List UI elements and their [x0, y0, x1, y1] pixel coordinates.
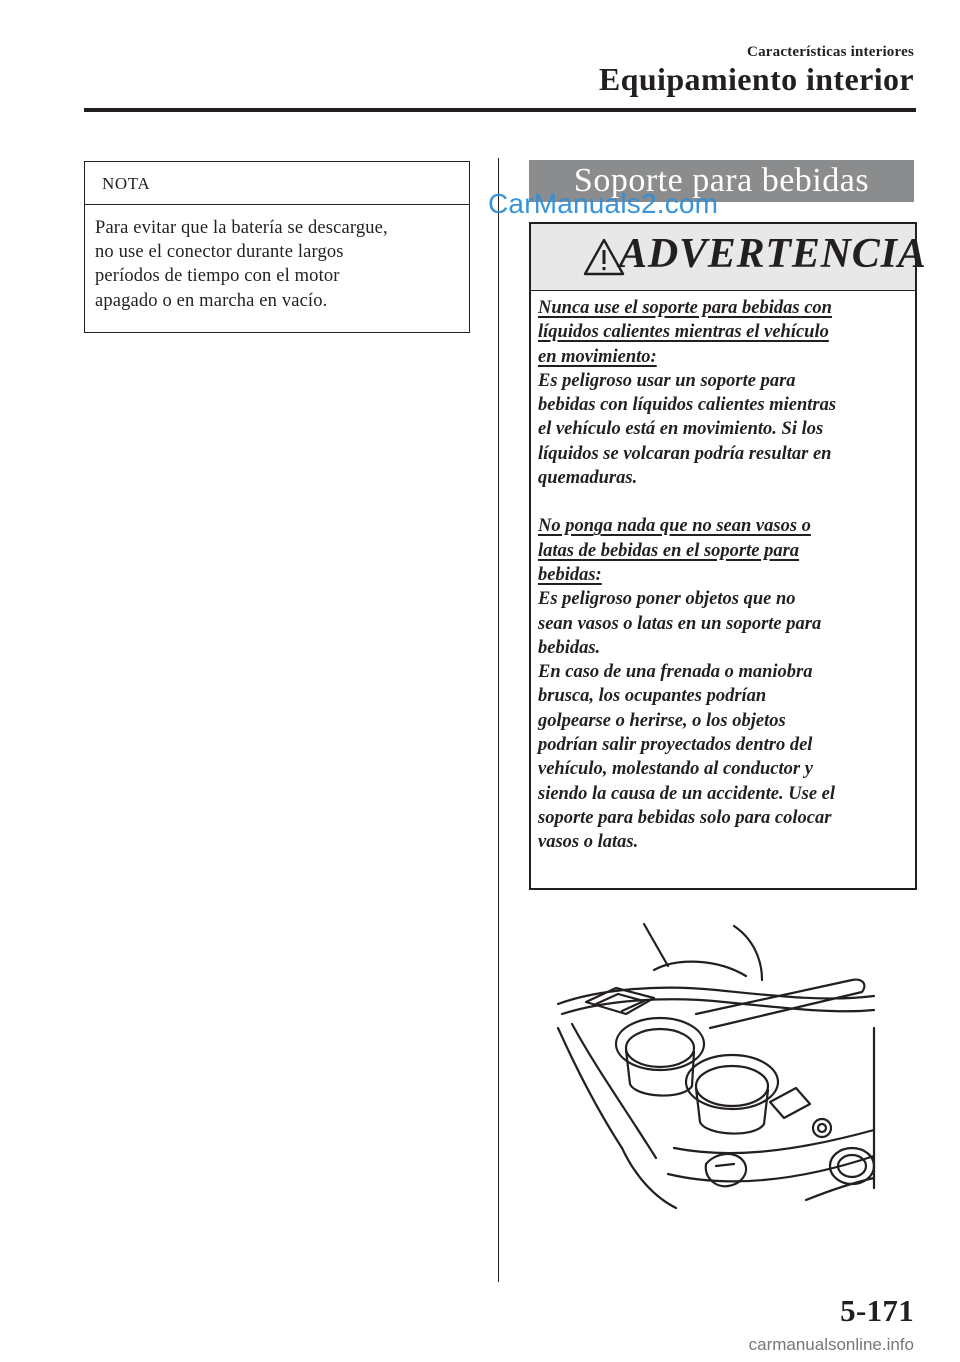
warning-line: Es peligroso poner objetos que no: [538, 589, 796, 610]
column-divider: [498, 158, 499, 1282]
warning-line: bebidas.: [538, 637, 601, 658]
warning-heading-line: No ponga nada que no sean vasos o: [538, 516, 811, 537]
page-number: 5-171: [840, 1293, 914, 1328]
warning-line: vehículo, molestando al conductor y: [538, 759, 813, 780]
note-text: [95, 216, 465, 313]
warning-heading-line: en movimiento:: [538, 346, 657, 367]
warning-text: [538, 296, 910, 855]
note-line: períodos de tiempo con el motor: [95, 266, 340, 287]
note-line: Para evitar que la batería se descargue,: [95, 218, 388, 238]
cup-holder-illustration: [556, 918, 880, 1210]
warning-heading-line: latas de bebidas en el soporte para: [538, 540, 800, 561]
note-line: apagado o en marcha en vacío.: [95, 290, 328, 311]
warning-line: podrían salir proyectados dentro del: [538, 735, 813, 756]
warning-line: el vehículo está en movimiento. Si los: [538, 419, 824, 440]
note-line: no use el conector durante largos: [95, 242, 344, 263]
footer-site[interactable]: carmanualsonline.info: [748, 1335, 914, 1354]
warning-line: líquidos se volcaran podría resultar en: [538, 443, 832, 464]
header-rule: [84, 108, 916, 112]
warning-line: En caso de una frenada o maniobra: [538, 662, 813, 683]
watermark-link[interactable]: CarManuals2.com: [488, 188, 719, 219]
warning-line: siendo la causa de un accidente. Use el: [538, 783, 836, 804]
note-box: [84, 161, 470, 333]
note-header: [85, 162, 469, 205]
warning-heading-line: bebidas:: [538, 564, 602, 585]
warning-line: Es peligroso usar un soporte para: [538, 370, 796, 391]
chapter-subtitle: Características interiores: [747, 44, 914, 60]
warning-line: vasos o latas.: [538, 832, 639, 853]
chapter-title: Equipamiento interior: [598, 61, 914, 97]
warning-box: [529, 222, 927, 890]
warning-line: quemaduras.: [538, 468, 638, 489]
warning-line: bebidas con líquidos calientes mientras: [538, 395, 837, 416]
warning-line: golpearse o herirse, o los objetos: [538, 710, 786, 731]
warning-heading-line: líquidos calientes mientras el vehículo: [538, 322, 829, 343]
warning-line: brusca, los ocupantes podrían: [538, 686, 767, 707]
warning-heading-line: Nunca use el soporte para bebidas con: [538, 298, 832, 318]
warning-line: soporte para bebidas solo para colocar: [538, 807, 832, 828]
warning-header: [531, 224, 927, 291]
section-title: Soporte para bebidas: [573, 162, 870, 199]
note-label: NOTA: [102, 174, 151, 193]
warning-line: sean vasos o latas en un soporte para: [538, 613, 822, 634]
warning-title: ADVERTENCIA: [619, 231, 927, 277]
